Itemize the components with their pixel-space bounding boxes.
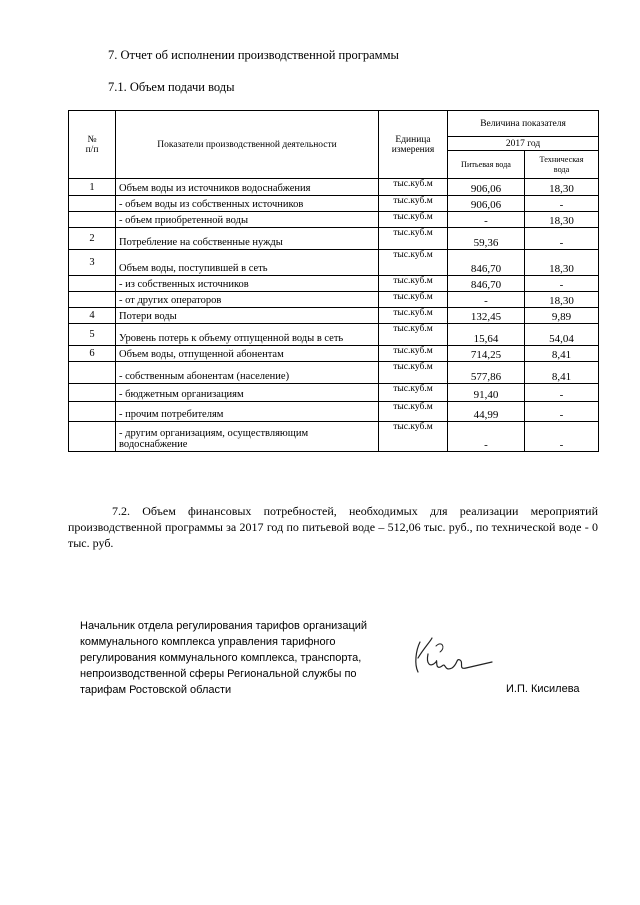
- signatory-name: И.П. Кисилева: [506, 683, 580, 695]
- table-row: [69, 362, 599, 384]
- row-drinking-value: 577,86: [448, 362, 525, 384]
- row-technical-value: -: [525, 276, 599, 292]
- row-unit: тыс.куб.м: [379, 228, 448, 250]
- row-unit: тыс.куб.м: [379, 250, 448, 276]
- table-row: [69, 292, 599, 308]
- col-header-indicator: Показатели производственной деятельности: [116, 111, 379, 179]
- col-header-drinking: Питьевая вода: [448, 151, 525, 179]
- position-line: непроизводственной сферы Региональной службы по: [80, 668, 357, 680]
- row-unit: тыс.куб.м: [379, 384, 448, 402]
- row-unit: тыс.куб.м: [379, 324, 448, 346]
- row-technical-value: 9,89: [525, 308, 599, 324]
- row-technical-value: -: [525, 402, 599, 422]
- row-unit: тыс.куб.м: [379, 346, 448, 362]
- handwritten-signature: [408, 628, 498, 688]
- row-indicator: Объем воды из источников водоснабжения: [116, 179, 379, 196]
- table-row: [69, 324, 599, 346]
- col-header-year: 2017 год: [448, 137, 599, 151]
- row-technical-value: 8,41: [525, 346, 599, 362]
- row-technical-value: -: [525, 384, 599, 402]
- row-indicator: Потребление на собственные нужды: [116, 228, 379, 250]
- row-number: [69, 422, 116, 452]
- row-number: 3: [69, 250, 116, 276]
- row-number: 5: [69, 324, 116, 346]
- row-technical-value: 18,30: [525, 292, 599, 308]
- table-row: [69, 402, 599, 422]
- row-drinking-value: 846,70: [448, 250, 525, 276]
- row-drinking-value: -: [448, 422, 525, 452]
- row-indicator: Потери воды: [116, 308, 379, 324]
- financial-needs-paragraph: 7.2. Объем финансовых потребностей, необходимых для реализации мероприятий производственной программы за 2017 год по питьевой воде – 512,06 тыс. руб., по технической воде - 0 тыс. руб.: [68, 504, 598, 550]
- row-indicator: - объем приобретенной воды: [116, 212, 379, 228]
- row-drinking-value: -: [448, 212, 525, 228]
- row-number: [69, 276, 116, 292]
- row-drinking-value: 906,06: [448, 179, 525, 196]
- row-number: [69, 292, 116, 308]
- table-row: [69, 346, 599, 362]
- row-number: [69, 402, 116, 422]
- table-row: [69, 384, 599, 402]
- row-technical-value: -: [525, 228, 599, 250]
- row-technical-value: -: [525, 196, 599, 212]
- row-indicator: - другим организациям, осуществляющим водоснабжение: [116, 422, 379, 452]
- table-row: [69, 422, 599, 452]
- row-technical-value: 54,04: [525, 324, 599, 346]
- table-row: [69, 228, 599, 250]
- row-number: [69, 362, 116, 384]
- row-unit: тыс.куб.м: [379, 179, 448, 196]
- col-header-value: Величина показателя: [448, 111, 599, 137]
- col-header-technical: Техническая вода: [525, 151, 599, 179]
- position-line: регулирования коммунального комплекса, транспорта,: [80, 652, 362, 664]
- row-unit: тыс.куб.м: [379, 276, 448, 292]
- row-unit: тыс.куб.м: [379, 196, 448, 212]
- row-drinking-value: 91,40: [448, 384, 525, 402]
- section-heading: 7. Отчет об исполнении производственной программы: [108, 48, 399, 62]
- table-row: [69, 276, 599, 292]
- row-unit: тыс.куб.м: [379, 362, 448, 384]
- row-unit: тыс.куб.м: [379, 422, 448, 452]
- row-number: [69, 212, 116, 228]
- row-drinking-value: 906,06: [448, 196, 525, 212]
- row-technical-value: 18,30: [525, 212, 599, 228]
- row-indicator: - из собственных источников: [116, 276, 379, 292]
- position-line: коммунального комплекса управления тарифного: [80, 636, 336, 648]
- col-header-unit: Единица измерения: [379, 111, 448, 179]
- table-body: [69, 179, 599, 452]
- subsection-heading: 7.1. Объем подачи воды: [108, 80, 235, 94]
- table-row: [69, 212, 599, 228]
- row-number: [69, 196, 116, 212]
- row-technical-value: -: [525, 422, 599, 452]
- row-technical-value: 18,30: [525, 250, 599, 276]
- row-drinking-value: 132,45: [448, 308, 525, 324]
- table-row: [69, 179, 599, 196]
- water-supply-table: [68, 110, 599, 452]
- row-indicator: Объем воды, отпущенной абонентам: [116, 346, 379, 362]
- row-indicator: - прочим потребителям: [116, 402, 379, 422]
- row-drinking-value: 714,25: [448, 346, 525, 362]
- row-technical-value: 18,30: [525, 179, 599, 196]
- row-number: [69, 384, 116, 402]
- table-row: [69, 250, 599, 276]
- row-indicator: - бюджетным организациям: [116, 384, 379, 402]
- row-indicator: - от других операторов: [116, 292, 379, 308]
- table-row: [69, 308, 599, 324]
- row-drinking-value: 59,36: [448, 228, 525, 250]
- col-header-number: № п/п: [69, 111, 116, 179]
- row-number: 1: [69, 179, 116, 196]
- row-unit: тыс.куб.м: [379, 402, 448, 422]
- row-number: 2: [69, 228, 116, 250]
- position-line: Начальник отдела регулирования тарифов организаций: [80, 620, 368, 632]
- row-number: 6: [69, 346, 116, 362]
- signature-block: [80, 618, 410, 698]
- row-technical-value: 8,41: [525, 362, 599, 384]
- row-drinking-value: -: [448, 292, 525, 308]
- row-indicator: Уровень потерь к объему отпущенной воды в сеть: [116, 324, 379, 346]
- row-indicator: Объем воды, поступившей в сеть: [116, 250, 379, 276]
- position-line: тарифам Ростовской области: [80, 684, 232, 696]
- row-number: 4: [69, 308, 116, 324]
- row-indicator: - объем воды из собственных источников: [116, 196, 379, 212]
- row-unit: тыс.куб.м: [379, 212, 448, 228]
- row-drinking-value: 15,64: [448, 324, 525, 346]
- row-indicator: - собственным абонентам (население): [116, 362, 379, 384]
- row-drinking-value: 846,70: [448, 276, 525, 292]
- table-row: [69, 196, 599, 212]
- row-drinking-value: 44,99: [448, 402, 525, 422]
- row-unit: тыс.куб.м: [379, 292, 448, 308]
- row-unit: тыс.куб.м: [379, 308, 448, 324]
